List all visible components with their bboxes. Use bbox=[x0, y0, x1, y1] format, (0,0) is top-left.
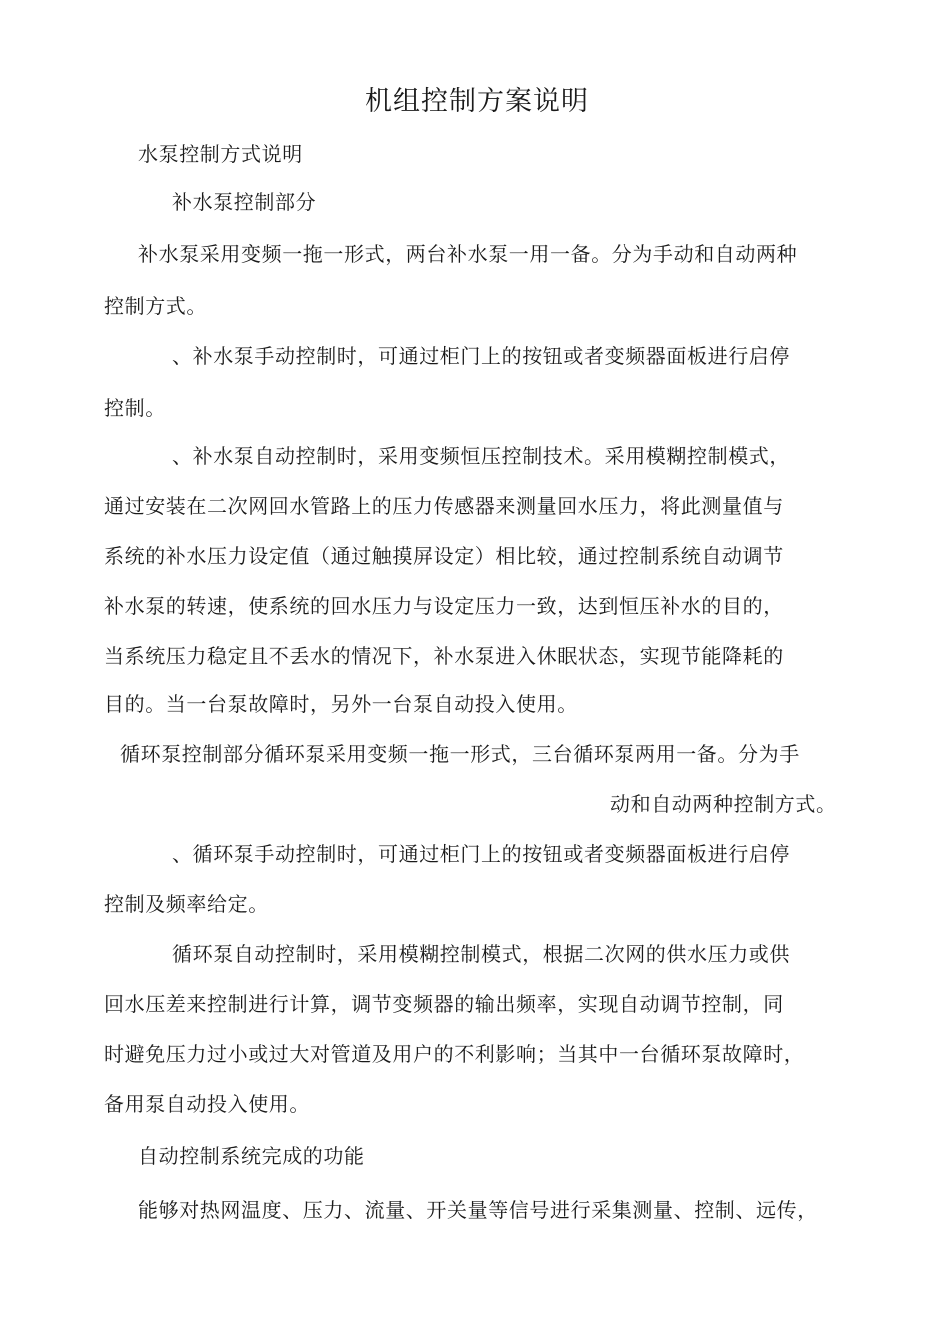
paragraph-line: 动和自动两种控制方式。 bbox=[610, 792, 837, 816]
paragraph-line: 回水压差来控制进行计算，调节变频器的输出频率，实现自动调节控制，同 bbox=[104, 992, 784, 1016]
paragraph-line: 控制。 bbox=[104, 396, 166, 420]
paragraph-line: 目的。当一台泵故障时，另外一台泵自动投入使用。 bbox=[104, 692, 578, 716]
section-heading: 水泵控制方式说明 bbox=[138, 142, 303, 166]
paragraph-line: 能够对热网温度、压力、流量、开关量等信号进行采集测量、控制、远传， bbox=[138, 1198, 818, 1222]
paragraph-line: 、循环泵手动控制时，可通过柜门上的按钮或者变频器面板进行启停 bbox=[172, 842, 790, 866]
page-title: 机组控制方案说明 bbox=[365, 86, 589, 117]
paragraph-line: 系统的补水压力设定值（通过触摸屏设定）相比较，通过控制系统自动调节 bbox=[104, 544, 784, 568]
subsection-heading: 补水泵控制部分 bbox=[172, 190, 317, 214]
paragraph-line: 时避免压力过小或过大对管道及用户的不利影响；当其中一台循环泵故障时， bbox=[104, 1042, 805, 1066]
paragraph-line: 控制及频率给定。 bbox=[104, 892, 269, 916]
paragraph-line: 备用泵自动投入使用。 bbox=[104, 1092, 310, 1116]
paragraph-line: 循环泵控制部分循环泵采用变频一拖一形式，三台循环泵两用一备。分为手 bbox=[120, 742, 800, 766]
paragraph-line: 当系统压力稳定且不丢水的情况下，补水泵进入休眠状态，实现节能降耗的 bbox=[104, 644, 784, 668]
paragraph-line: 控制方式。 bbox=[104, 294, 207, 318]
paragraph-line: 通过安装在二次网回水管路上的压力传感器来测量回水压力，将此测量值与 bbox=[104, 494, 784, 518]
paragraph-line: 、补水泵手动控制时，可通过柜门上的按钮或者变频器面板进行启停 bbox=[172, 344, 790, 368]
section-heading: 自动控制系统完成的功能 bbox=[138, 1144, 365, 1168]
paragraph-line: 循环泵自动控制时，采用模糊控制模式，根据二次网的供水压力或供 bbox=[172, 942, 790, 966]
paragraph-line: 、补水泵自动控制时，采用变频恒压控制技术。采用模糊控制模式， bbox=[172, 444, 790, 468]
paragraph-line: 补水泵采用变频一拖一形式，两台补水泵一用一备。分为手动和自动两种 bbox=[138, 242, 798, 266]
paragraph-line: 补水泵的转速，使系统的回水压力与设定压力一致，达到恒压补水的目的， bbox=[104, 594, 784, 618]
